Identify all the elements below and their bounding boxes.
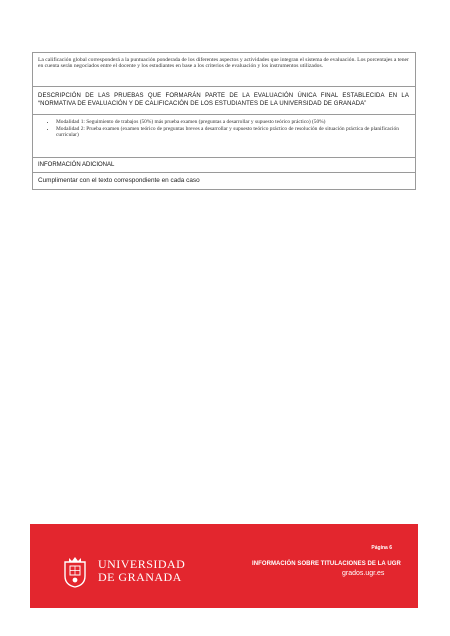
- degrees-info-title: INFORMACIÓN SOBRE TITULACIONES DE LA UGR: [252, 561, 401, 567]
- page-footer: [30, 524, 418, 608]
- page-number: Página 6: [371, 545, 392, 551]
- modalities-section: [33, 114, 415, 157]
- grading-paragraph: La calificación global corresponderá a la puntuación ponderada de los diferentes aspectos y actividades que integran el sistema de evaluación. Los porcentajes a tener en cuenta serán negociados entre el docente y los estudiantes en base a los criterios de evaluación y los instrumentos utilizados.: [38, 57, 409, 70]
- university-seal-icon: [62, 554, 88, 588]
- additional-info-text: Cumplimentar con el texto correspondiente en cada caso: [33, 172, 415, 189]
- evaluation-table: [32, 52, 416, 190]
- university-name: UNIVERSIDAD DE GRANADA: [98, 557, 186, 584]
- list-item: • Modalidad 1: Seguimiento de trabajos (50%) más prueba examen (preguntas a desarrollar y supuesto teórico práctico) (50%): [56, 119, 409, 125]
- degrees-url[interactable]: grados.ugr.es: [342, 570, 385, 577]
- list-item: • Modalidad 2: Prueba examen (examen teórico de preguntas breves a desarrollar y supuesto teórico práctico de resolución de situación práctica de planificación curricular): [56, 126, 409, 138]
- final-evaluation-heading: DESCRIPCIÓN DE LAS PRUEBAS QUE FORMARÁN PARTE DE LA EVALUACIÓN ÚNICA FINAL ESTABLECIDA EN LA “NORMATIVA DE EVALUACIÓN Y DE CALIFICACIÓN DE LOS ESTUDIANTES DE LA UNIVERSIDAD DE GRANADA”: [33, 86, 415, 114]
- modalities-list: [38, 119, 409, 139]
- additional-info-heading: INFORMACIÓN ADICIONAL: [33, 157, 415, 172]
